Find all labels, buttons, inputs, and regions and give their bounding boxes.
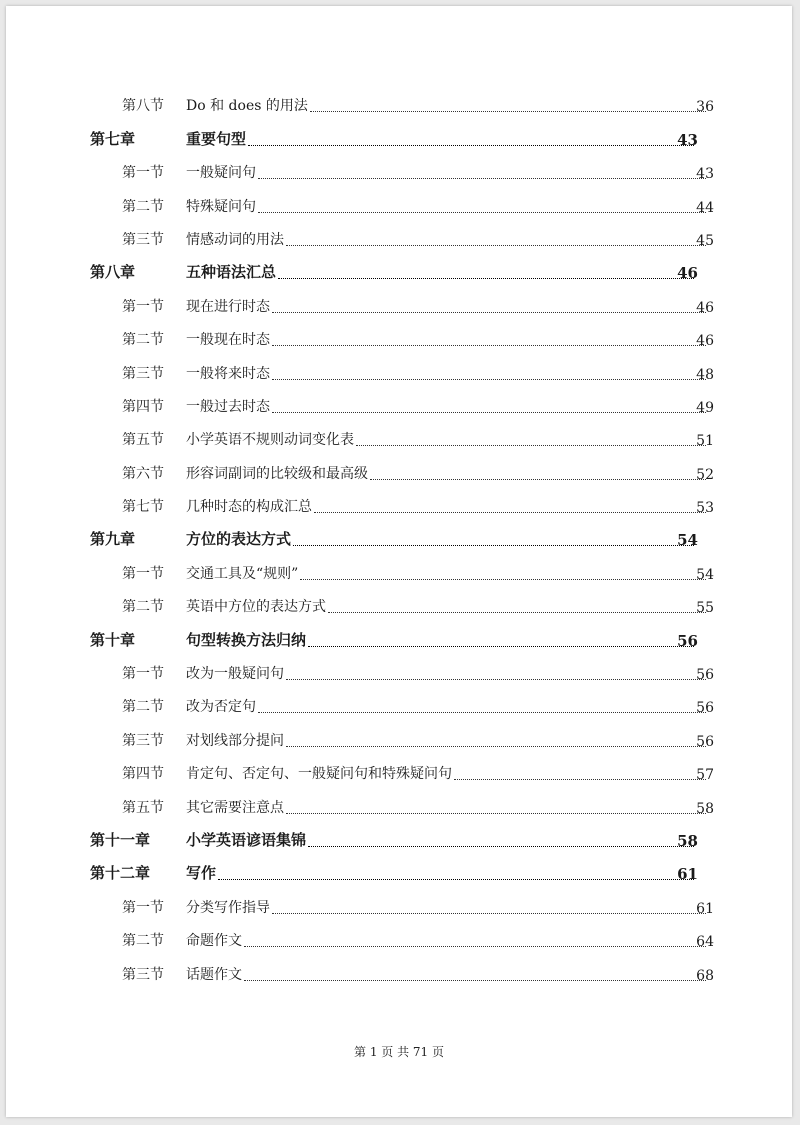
toc-section-entry[interactable] [6,555,792,588]
toc-page-number: 46 [696,299,714,316]
toc-entry-number: 第一节 [122,165,164,182]
toc-dot-leader [286,245,706,246]
toc-entry-number: 第三节 [122,365,164,382]
toc-entry-title: 话题作文 [186,966,242,983]
toc-entry-title: 分类写作指导 [186,899,270,916]
toc-page-number: 52 [696,466,714,483]
toc-page-number: 57 [696,767,714,784]
toc-page-number: 54 [696,566,714,583]
toc-entry-number: 第九章 [90,530,136,549]
toc-page-number: 49 [696,399,714,416]
toc-entry-number: 第十章 [90,630,136,649]
toc-entry-number: 第二节 [122,599,164,616]
toc-dot-leader [314,512,706,513]
toc-entry-title: 改为否定句 [186,699,256,716]
toc-chapter-entry[interactable] [6,255,792,288]
toc-section-entry[interactable] [6,188,792,221]
toc-entry-number: 第十二章 [90,864,151,883]
toc-entry-number: 第一节 [122,298,164,315]
toc-chapter-entry[interactable] [6,856,792,889]
toc-entry-number: 第七节 [122,499,164,516]
toc-entry-number: 第六节 [122,465,164,482]
toc-page-number: 61 [696,900,714,917]
toc-section-entry[interactable] [6,155,792,188]
toc-section-entry[interactable] [6,288,792,321]
toc-chapter-entry[interactable] [6,622,792,655]
toc-entry-title: 命题作文 [186,933,242,950]
toc-entry-number: 第三节 [122,231,164,248]
toc-entry-title: 小学英语不规则动词变化表 [186,432,354,449]
toc-section-entry[interactable] [6,455,792,488]
toc-page-number: 44 [696,199,714,216]
toc-dot-leader [272,379,706,380]
toc-chapter-entry[interactable] [6,823,792,856]
toc-section-entry[interactable] [6,422,792,455]
toc-entry-number: 第二节 [122,332,164,349]
toc-entry-title: 重要句型 [186,129,247,148]
toc-entry-title: Do 和 does 的用法 [186,98,308,115]
toc-dot-leader [286,679,706,680]
toc-entry-number: 第一节 [122,565,164,582]
toc-page-number: 43 [696,166,714,183]
toc-page-number: 61 [677,865,698,884]
toc-chapter-entry[interactable] [6,121,792,154]
toc-entry-number: 第二节 [122,699,164,716]
toc-section-entry[interactable] [6,756,792,789]
toc-entry-number: 第八章 [90,263,136,282]
toc-page-number: 56 [696,667,714,684]
toc-entry-title: 对划线部分提问 [186,732,284,749]
toc-entry-title: 现在进行时态 [186,298,270,315]
toc-dot-leader [328,612,706,613]
toc-section-entry[interactable] [6,489,792,522]
toc-dot-leader [278,278,694,279]
toc-page-number: 64 [696,934,714,951]
toc-section-entry[interactable] [6,722,792,755]
toc-page-number: 56 [677,631,698,650]
toc-page-number: 54 [677,531,698,550]
toc-entry-title: 一般现在时态 [186,332,270,349]
toc-page-number: 46 [677,264,698,283]
toc-dot-leader [272,913,706,914]
toc-entry-title: 几种时态的构成汇总 [186,499,312,516]
toc-entry-title: 特殊疑问句 [186,198,256,215]
toc-page-number: 46 [696,333,714,350]
toc-entry-number: 第八节 [122,98,164,115]
toc-chapter-entry[interactable] [6,522,792,555]
document-page [6,6,792,1117]
toc-dot-leader [454,779,706,780]
toc-page-number: 68 [696,967,714,984]
toc-entry-title: 改为一般疑问句 [186,666,284,683]
toc-page-number: 55 [696,600,714,617]
toc-section-entry[interactable] [6,656,792,689]
page-footer: 第 1 页 共 71 页 [354,1045,444,1059]
toc-section-entry[interactable] [6,222,792,255]
toc-entry-number: 第二节 [122,933,164,950]
toc-page-number: 56 [696,700,714,717]
toc-dot-leader [300,579,706,580]
toc-entry-title: 情感动词的用法 [186,231,284,248]
toc-page-number: 51 [696,433,714,450]
toc-entry-title: 形容词副词的比较级和最高级 [186,465,368,482]
toc-section-entry[interactable] [6,689,792,722]
toc-dot-leader [293,545,694,546]
toc-dot-leader [272,312,706,313]
toc-section-entry[interactable] [6,355,792,388]
toc-entry-title: 一般疑问句 [186,165,256,182]
toc-page-number: 56 [696,733,714,750]
toc-dot-leader [356,445,706,446]
toc-entry-title: 肯定句、否定句、一般疑问句和特殊疑问句 [186,766,452,783]
toc-entry-title: 五种语法汇总 [186,263,277,282]
toc-entry-number: 第一节 [122,666,164,683]
toc-dot-leader [258,712,706,713]
toc-section-entry[interactable] [6,956,792,989]
toc-dot-leader [310,111,706,112]
toc-entry-number: 第三节 [122,732,164,749]
toc-entry-number: 第二节 [122,198,164,215]
toc-entry-title: 交通工具及“规则” [186,565,299,582]
toc-dot-leader [272,412,706,413]
toc-dot-leader [370,479,706,480]
toc-dot-leader [286,813,706,814]
toc-dot-leader [258,212,706,213]
toc-dot-leader [286,746,706,747]
toc-dot-leader [244,980,706,981]
toc-entry-title: 句型转换方法归纳 [186,630,307,649]
toc-entry-title: 英语中方位的表达方式 [186,599,326,616]
table-of-contents [6,88,792,990]
toc-dot-leader [218,879,694,880]
toc-entry-number: 第五节 [122,799,164,816]
toc-entry-title: 写作 [186,864,217,883]
toc-entry-title: 小学英语谚语集锦 [186,830,307,849]
toc-entry-title: 其它需要注意点 [186,799,284,816]
toc-entry-number: 第四节 [122,398,164,415]
toc-section-entry[interactable] [6,389,792,422]
toc-page-number: 58 [677,831,698,850]
toc-dot-leader [308,846,694,847]
toc-dot-leader [244,946,706,947]
toc-entry-number: 第五节 [122,432,164,449]
toc-entry-title: 方位的表达方式 [186,530,292,549]
toc-page-number: 43 [677,130,698,149]
toc-page-number: 36 [696,99,714,116]
toc-section-entry[interactable] [6,322,792,355]
toc-entry-number: 第七章 [90,129,136,148]
toc-entry-title: 一般过去时态 [186,398,270,415]
toc-section-entry[interactable] [6,889,792,922]
toc-dot-leader [258,178,706,179]
toc-section-entry[interactable] [6,923,792,956]
toc-page-number: 58 [696,800,714,817]
toc-section-entry[interactable] [6,589,792,622]
toc-section-entry[interactable] [6,789,792,822]
toc-dot-leader [248,145,694,146]
toc-entry-number: 第一节 [122,899,164,916]
toc-page-number: 48 [696,366,714,383]
toc-section-entry[interactable] [6,88,792,121]
toc-dot-leader [272,345,706,346]
toc-entry-number: 第三节 [122,966,164,983]
toc-entry-number: 第十一章 [90,830,151,849]
toc-entry-number: 第四节 [122,766,164,783]
toc-page-number: 53 [696,500,714,517]
toc-dot-leader [308,646,694,647]
toc-page-number: 45 [696,232,714,249]
toc-entry-title: 一般将来时态 [186,365,270,382]
